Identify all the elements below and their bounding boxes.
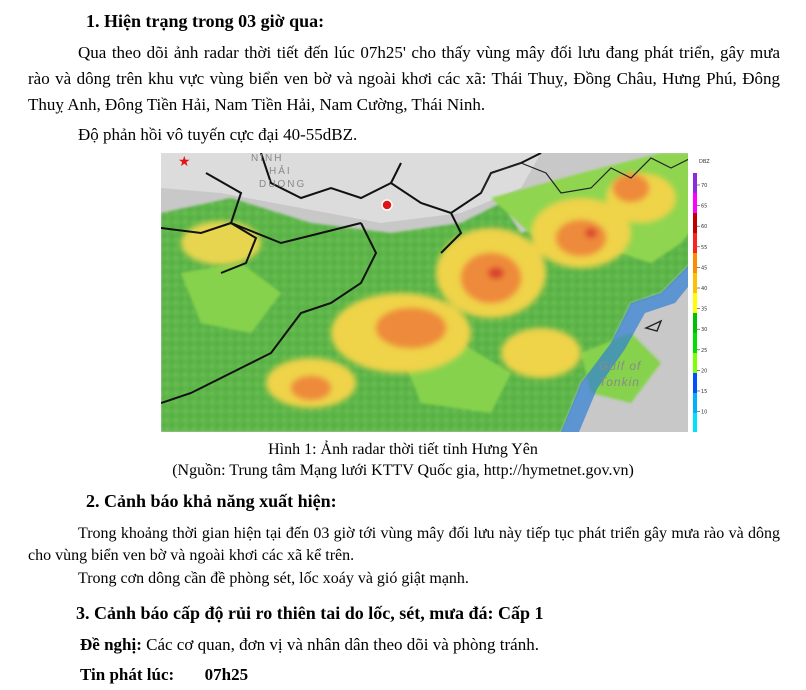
map-label-duong: DUONG xyxy=(259,179,307,190)
recommendation xyxy=(80,634,539,656)
legend-tick-label: 55 xyxy=(701,244,708,251)
legend-tick-label: 35 xyxy=(701,306,708,313)
recommend-label: Đề nghị: xyxy=(80,635,142,654)
section2-heading: 2. Cảnh báo khả năng xuất hiện: xyxy=(86,491,337,511)
section3-heading: 3. Cảnh báo cấp độ rủi ro thiên tai do lốc, sét, mưa đá: Cấp 1 xyxy=(76,603,544,623)
legend-tick-label: 65 xyxy=(701,203,708,210)
figure-caption: Hình 1: Ảnh radar thời tiết tỉnh Hưng Yên xyxy=(268,441,538,458)
legend-tick-label: 60 xyxy=(701,224,708,231)
legend-tick-label: 70 xyxy=(701,183,708,189)
figure-source: (Nguồn: Trung tâm Mạng lưới KTTV Quốc gia, http://hymetnet.gov.vn) xyxy=(172,462,634,479)
radar-image xyxy=(161,153,714,432)
legend-tick-label: 25 xyxy=(701,347,708,354)
issued-label: Tin phát lúc: xyxy=(80,665,175,684)
section1-paragraph: Qua theo dõi ảnh radar thời tiết đến lúc 07h25' cho thấy vùng mây đối lưu đang phát triển, gây mưa rào và dông trên khu vực vùng biển ven bờ và ngoài khơi các xã: Thái Thuỵ, Đồng Châu, Hưng Phú, Đông Thuỵ Anh, Đông Tiền Hải, Nam Tiền Hải, Nam Cường, Thái Ninh. xyxy=(28,43,780,114)
legend-tick-label: 45 xyxy=(701,265,708,272)
capital-star-icon: ★ xyxy=(178,154,191,170)
dbz-legend xyxy=(688,153,714,432)
issued-time: 07h25 xyxy=(204,665,249,684)
issued-time-line xyxy=(80,664,248,686)
legend-tick-label: 20 xyxy=(701,368,708,375)
reflectivity-text: Độ phản hồi vô tuyến cực đại 40-55dBZ. xyxy=(78,125,358,144)
section2-paragraph-2: Trong cơn dông cần đề phòng sét, lốc xoáy và gió giật mạnh. xyxy=(78,570,469,587)
map-label-hai: HẢI xyxy=(269,166,292,177)
legend-tick-label: 40 xyxy=(701,286,708,292)
legend-tick-label: 10 xyxy=(701,409,708,416)
legend-tick-label: 30 xyxy=(701,327,708,334)
section1-heading: 1. Hiện trạng trong 03 giờ qua: xyxy=(86,11,325,31)
map-label-gulf: Gulf of xyxy=(599,359,642,373)
map-label-ninh: NINH xyxy=(251,153,284,164)
map-label-tonkin: Tonkin xyxy=(599,375,640,389)
legend-unit: DBZ xyxy=(699,159,710,165)
recommend-text: Các cơ quan, đơn vị và nhân dân theo dõi và phòng tránh. xyxy=(146,635,539,654)
radar-station-icon xyxy=(382,200,392,210)
legend-tick-label: 15 xyxy=(701,389,708,395)
section2-paragraph-1: Trong khoảng thời gian hiện tại đến 03 giờ tới vùng mây đối lưu này tiếp tục phát triển gây mưa rào và dông cho vùng biển ven bờ và ngoài khơi các xã kể trên. xyxy=(28,525,780,564)
